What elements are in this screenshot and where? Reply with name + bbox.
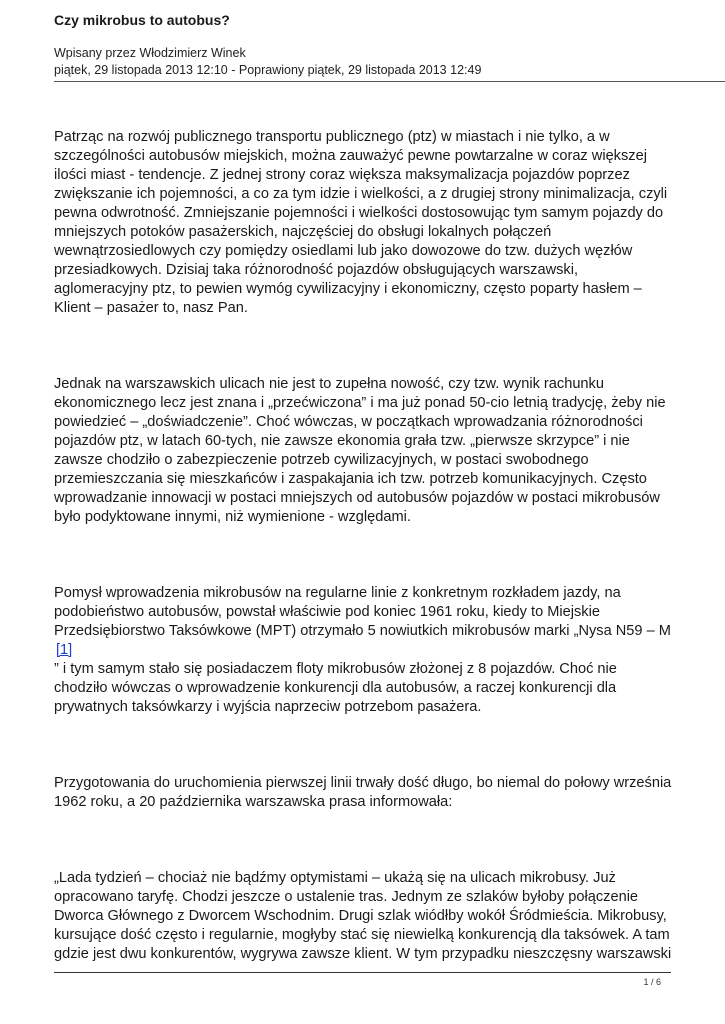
paragraph-2: Jednak na warszawskich ulicach nie jest to zupełna nowość, czy tzw. wynik rachunku ekonomicznego lecz jest znana i „przećwiczona” i ma już ponad 50-cio letnią tradycję, żeby nie powiedzieć – „doświadczenie”. Choć wówczas, w początkach wprowadzania różnorodności pojazdów ptz, w latach 60-tych, nie zawsze ekonomia grała tzw. „pierwsze skrzypce” i nie zawsze chodziło o zabezpieczenie potrzeb cywilizacyjnych, w postaci swobodnego przemieszczania się mieszkańców i zaspakajania ich tzw. potrzeb komunikacyjnych. Często wprowadzanie innowacji w postaci mniejszych od autobusów pojazdów w postaci mikrobusów było podyktowane innymi, niż wymienione - względami.	[54, 376, 666, 525]
date-line: piątek, 29 listopada 2013 12:10 - Poprawiony piątek, 29 listopada 2013 12:49	[54, 63, 482, 77]
paragraph-5: „Lada tydzień – chociaż nie bądźmy optymistami – ukażą się na ulicach mikrobusy. Już opracowano taryfę. Chodzi jeszcze o ustalenie tras. Jednym ze szlaków byłoby połączenie Dworca Głównego z Dworcem Wschodnim. Drugi szlak wiódłby wokół Śródmieścia. Mikrobusy, kursujące dość często i regularnie, mogłyby stać się niewielką konkurencją dla taksówek. A tam gdzie jest dwu konkurentów, wygrywa zawsze klient. W tym przypadku nieszczęsny warszawski	[54, 870, 672, 962]
author-line: Wpisany przez Włodzimierz Winek	[54, 46, 246, 60]
footnote-link-1[interactable]: [1]	[56, 642, 73, 658]
paragraph-3	[54, 584, 673, 717]
paragraph-3-part-2: ” i tym samym stało się posiadaczem floty mikrobusów złożonej z 8 pojazdów. Choć nie chodziło wówczas o wprowadzenie konkurencji dla autobusów, a raczej konkurencji dla prywatnych taksówkarzy i wyjścia naprzeciw potrzebom pasażera.	[54, 661, 617, 715]
paragraph-4: Przygotowania do uruchomienia pierwszej linii trwały dość długo, bo niemal do połowy września 1962 roku, a 20 października warszawska prasa informowała:	[54, 775, 672, 810]
header-divider	[54, 81, 725, 82]
article-body	[54, 128, 673, 1021]
paragraph-3-part-1: Pomysł wprowadzenia mikrobusów na regularne linie z konkretnym rozkładem jazdy, na podobieństwo autobusów, powstał właściwie pod koniec 1961 roku, kiedy to Miejskie Przedsiębiorstwo Taksówkowe (MPT) otrzymało 5 nowiutkich mikrobusów marki „Nysa N59 – M	[54, 585, 671, 639]
page-number: 1 / 6	[643, 977, 661, 987]
paragraph-1: Patrząc na rozwój publicznego transportu publicznego (ptz) w miastach i nie tylko, a w szczególności autobusów miejskich, można zauważyć pewne powtarzalne w coraz większej ilości miast - tendencje. Z jednej strony coraz większa maksymalizacja pojazdów poprzez zwiększanie ich pojemności, a co za tym idzie i wielkości, a z drugiej strony minimalizacja, czyli pewna odwrotność. Zmniejszanie pojemności i wielkości dostosowując tym samym pojazdy do mniejszych potoków pasażerskich, najczęściej do obsługi lokalnych połączeń wewnątrzosiedlowych czy pomiędzy osiedlami lub jako dowozowe do tzw. dużych węzłów przesiadkowych. Dzisiaj taka różnorodność pojazdów obsługujących warszawski, aglomeracyjny ptz, to pewien wymóg cywilizacyjny i ekonomiczny, często poparty hasłem – Klient – pasażer to, nasz Pan.	[54, 129, 668, 316]
article-title: Czy mikrobus to autobus?	[54, 12, 230, 28]
footer-divider	[54, 972, 671, 973]
article-meta	[54, 45, 481, 79]
